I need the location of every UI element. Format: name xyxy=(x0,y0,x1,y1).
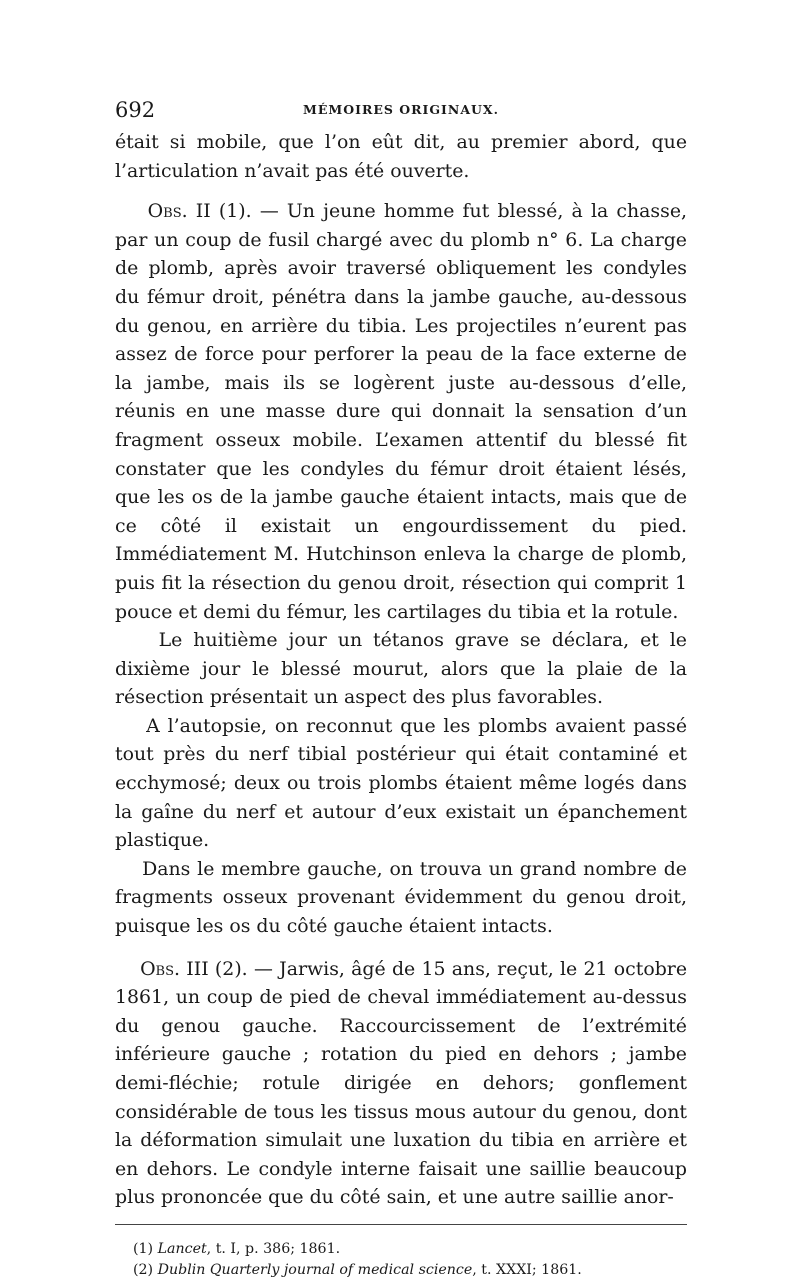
footnote-2-rest: , t. XXXI; 1861. xyxy=(472,1261,582,1278)
paragraph-membre-gauche-text: Dans le membre gauche, on trouva un grand nombre de fragments osseux provenant évidemment du genou droit, puisque les os du côté gauche étaient intacts. xyxy=(115,857,687,938)
footnote-divider xyxy=(115,1224,687,1225)
observation-3-label: Obs. III (2). xyxy=(140,957,248,980)
footnote-1-mark: (1) xyxy=(133,1240,158,1257)
observation-3 xyxy=(115,955,687,1212)
page-number: 692 xyxy=(115,98,156,122)
running-title: MÉMOIRES ORIGINAUX. xyxy=(303,102,499,117)
paragraph-tetanos xyxy=(115,626,687,712)
spacer xyxy=(115,941,687,955)
body-text xyxy=(115,128,687,1212)
footnote-2 xyxy=(133,1260,687,1281)
spacer xyxy=(115,185,687,197)
paragraph-membre-gauche xyxy=(115,855,687,941)
paragraph-continuation: était si mobile, que l’on eût dit, au premier abord, que l’articulation n’avait pas été ouverte. xyxy=(115,131,687,182)
footnote-2-title: Dublin Quarterly journal of medical science xyxy=(157,1261,473,1278)
footnote-2-mark: (2) xyxy=(133,1261,158,1278)
paragraph-tetanos-text: Le huitième jour un tétanos grave se déclara, et le dixième jour le blessé mourut, alors que la plaie de la résection présentait un aspect des plus favorables. xyxy=(115,629,687,709)
page xyxy=(115,98,687,1281)
observation-2 xyxy=(115,197,687,626)
observation-2-label: Obs. II (1). xyxy=(147,200,252,223)
paragraph-autopsie-text: A l’autopsie, on reconnut que les plombs avaient passé tout près du nerf tibial postérieur qui était contaminé et ecchymosé; deux ou trois plombs étaient même logés dans la gaîne du nerf et autour d’eux existait un épanchement plastique. xyxy=(115,714,687,852)
running-head xyxy=(115,98,687,128)
observation-2-text: — Un jeune homme fut blessé, à la chasse, par un coup de fusil chargé avec du plomb n° 6. La charge de plomb, après avoir traversé obliquement les condyles du fémur droit, pénétra dans la jambe gauche, au-dessous du genou, en arrière du tibia. Les projectiles n’eurent pas assez de force pour perforer la peau de la face externe de la jambe, mais ils se logèrent juste au-dessous d’elle, réunis en une masse dure qui donnait la sensation d’un fragment osseux mobile. L’examen attentif du blessé fit constater que les condyles du fémur droit étaient lésés, que les os de la jambe gauche étaient intacts, mais que de ce côté il existait un engourdissement du pied. Immédiatement M. Hutchinson enleva la charge de plomb, puis fit la résection du genou droit, résection qui comprit 1 pouce et demi du fémur, les cartilages du tibia et la rotule. xyxy=(115,200,687,623)
footnote-1-rest: , t. I, p. 386; 1861. xyxy=(206,1240,341,1257)
footnote-1-title: Lancet xyxy=(157,1240,207,1257)
footnote-1 xyxy=(133,1239,687,1260)
paragraph-autopsie xyxy=(115,712,687,855)
footnotes xyxy=(115,1239,687,1281)
observation-3-text: — Jarwis, âgé de 15 ans, reçut, le 21 octobre 1861, un coup de pied de cheval immédiatement au-dessus du genou gauche. Raccourcissement de l’extrémité inférieure gauche ; rotation du pied en dehors ; jambe demi-fléchie; rotule dirigée en dehors; gonflement considérable de tous les tissus mous autour du genou, dont la déformation simulait une luxation du tibia en arrière et en dehors. Le condyle interne faisait une saillie beaucoup plus prononcée que du côté sain, et une autre saillie anor- xyxy=(115,957,687,1209)
